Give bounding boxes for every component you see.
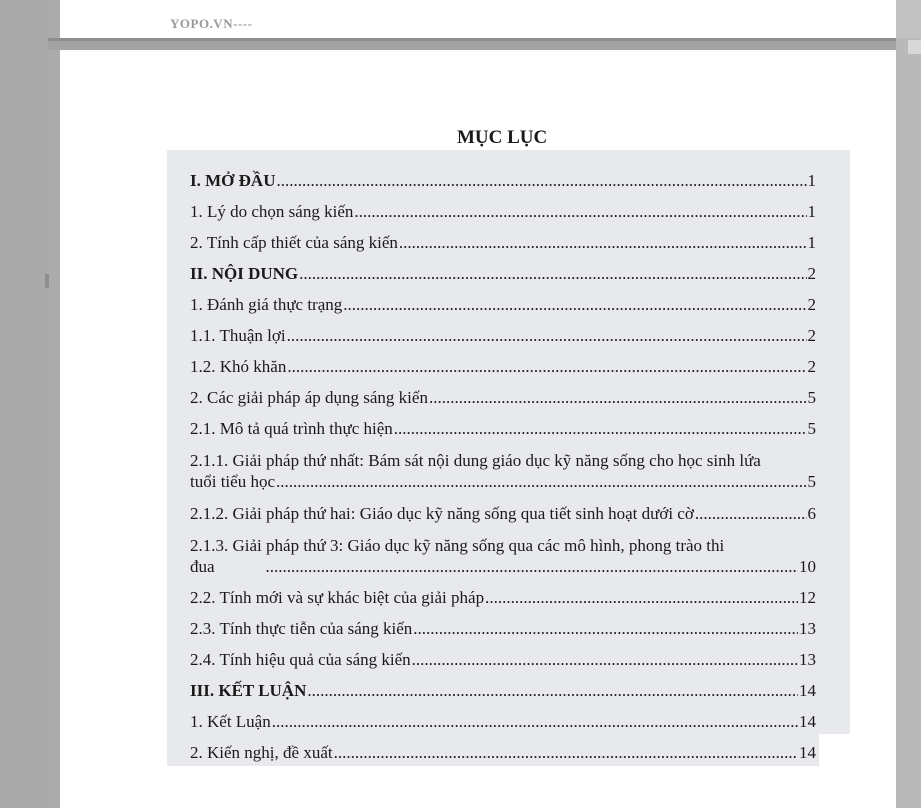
toc-entry-label: đua — [190, 557, 215, 576]
toc-leader-dots — [272, 711, 798, 732]
toc-entry-page-number: 2 — [807, 295, 816, 314]
left-gutter — [0, 0, 48, 808]
toc-entry-page-number: 1 — [807, 233, 816, 252]
toc-entry-page-number: 12 — [799, 588, 816, 607]
toc-entry-label: 2.3. Tính thực tiễn của sáng kiến — [190, 619, 413, 638]
scrollbar-track-top — [896, 0, 921, 38]
toc-leader-dots — [485, 587, 798, 608]
toc-entry[interactable] — [190, 587, 816, 609]
toc-entry-label-line1: 2.1.1. Giải pháp thứ nhất: Bám sát nội dung giáo dục kỹ năng sống cho học sinh lứa — [190, 451, 761, 470]
toc-entry-label: III. KẾT LUẬN — [190, 681, 307, 700]
toc-entry-label: 2. Tính cấp thiết của sáng kiến — [190, 233, 398, 252]
toc-entry-page-number: 5 — [807, 388, 816, 407]
toc-entry[interactable] — [190, 232, 816, 254]
scrollbar-thumb[interactable] — [908, 40, 921, 54]
ruler-marker[interactable] — [45, 274, 49, 288]
toc-leader-dots — [343, 294, 806, 315]
vertical-scrollbar[interactable] — [896, 38, 921, 808]
toc-entry[interactable] — [190, 418, 816, 440]
toc-entry-page-number: 1 — [807, 202, 816, 221]
toc-entry[interactable] — [190, 387, 816, 409]
toc-leader-dots — [399, 232, 807, 253]
toc-entry-page-number: 5 — [807, 472, 816, 491]
toc-entry-label: 2. Kiến nghị, đề xuất — [190, 743, 333, 762]
toc-entry-label: 1.2. Khó khăn — [190, 357, 287, 376]
toc-leader-dots — [413, 618, 798, 639]
toc-entry-label: 2. Các giải pháp áp dụng sáng kiến — [190, 388, 428, 407]
toc-leader-dots — [429, 387, 807, 408]
toc-leader-dots — [266, 556, 798, 577]
page-break-line — [48, 38, 921, 41]
toc-entry-label: 2.1.2. Giải pháp thứ hai: Giáo dục kỹ năng sống qua tiết sinh hoạt dưới cờ — [190, 504, 694, 523]
toc-leader-dots — [276, 170, 806, 191]
toc-leader-dots — [307, 680, 798, 701]
toc-entry[interactable] — [190, 263, 816, 285]
toc-entry-label: I. MỞ ĐẦU — [190, 171, 276, 190]
toc-entry-page-number: 6 — [807, 504, 816, 523]
toc-entry-label: 2.2. Tính mới và sự khác biệt của giải pháp — [190, 588, 485, 607]
toc-entry[interactable] — [190, 711, 816, 733]
toc-leader-dots — [394, 418, 807, 439]
toc-leader-dots — [299, 263, 806, 284]
toc-entry-page-number: 14 — [799, 681, 816, 700]
toc-leader-dots — [412, 649, 798, 670]
toc-leader-dots — [287, 325, 807, 346]
toc-entry[interactable] — [190, 450, 816, 494]
toc-entry-label: tuổi tiểu học — [190, 472, 275, 491]
toc-entry[interactable] — [190, 170, 816, 192]
toc-entry[interactable] — [190, 535, 816, 579]
toc-entry-label: 1. Đánh giá thực trạng — [190, 295, 343, 314]
toc-entry-page-number: 2 — [807, 326, 816, 345]
toc-entry-page-number: 5 — [807, 419, 816, 438]
toc-entry[interactable] — [190, 325, 816, 347]
toc-leader-dots — [276, 471, 807, 492]
toc-leader-dots — [354, 201, 806, 222]
toc-entry-label: 1.1. Thuận lợi — [190, 326, 286, 345]
toc-entry-label: II. NỘI DUNG — [190, 264, 299, 283]
toc-entry-page-number: 10 — [799, 557, 816, 576]
toc-entry-label: 2.4. Tính hiệu quả của sáng kiến — [190, 650, 411, 669]
toc-entry[interactable] — [190, 649, 816, 671]
page-header-text: YOPO.VN---- — [170, 16, 253, 31]
toc-entry-page-number: 14 — [799, 743, 816, 762]
toc-entry-page-number: 2 — [807, 357, 816, 376]
toc-entry-label: 2.1. Mô tả quá trình thực hiện — [190, 419, 393, 438]
toc-entry[interactable] — [190, 618, 816, 640]
toc-entry[interactable] — [190, 503, 816, 525]
toc-entry[interactable] — [190, 201, 816, 223]
toc-title: MỤC LỤC — [457, 127, 548, 148]
toc-leader-dots — [287, 356, 806, 377]
toc-leader-dots — [334, 742, 798, 763]
toc-entry-label: 1. Lý do chọn sáng kiến — [190, 202, 354, 221]
toc-entry-page-number: 1 — [807, 171, 816, 190]
toc-leader-dots — [695, 503, 807, 524]
toc-entry-page-number: 2 — [807, 264, 816, 283]
toc-entry-page-number: 14 — [799, 712, 816, 731]
toc-entry-page-number: 13 — [799, 650, 816, 669]
toc-entry-label: 1. Kết Luận — [190, 712, 271, 731]
toc-entry-label-line1: 2.1.3. Giải pháp thứ 3: Giáo dục kỹ năng sống qua các mô hình, phong trào thi — [190, 536, 725, 555]
toc-entry[interactable] — [190, 680, 816, 702]
toc-entry-page-number: 13 — [799, 619, 816, 638]
toc-entry[interactable] — [190, 294, 816, 316]
toc-entry[interactable] — [190, 356, 816, 378]
toc-entry[interactable] — [190, 742, 816, 764]
